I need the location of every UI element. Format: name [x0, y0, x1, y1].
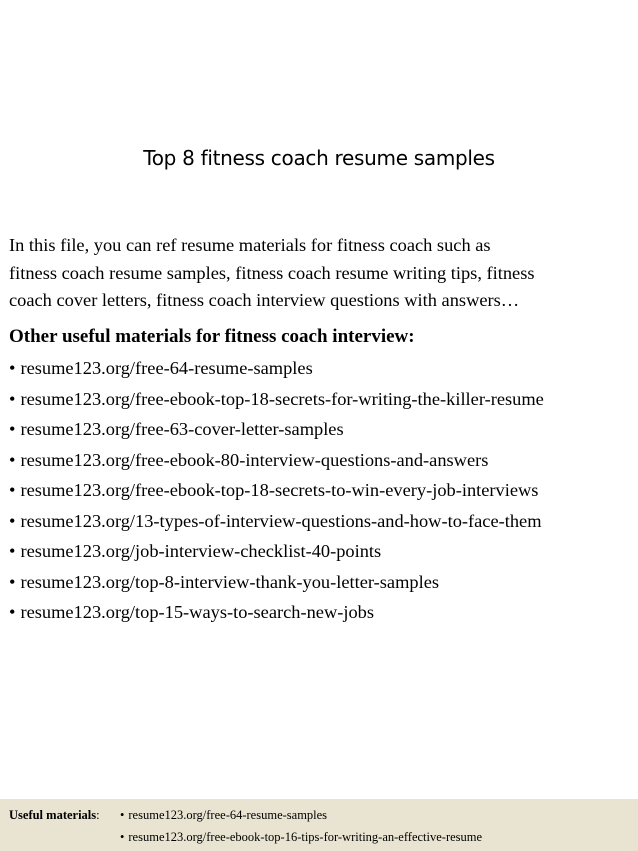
materials-link[interactable]: • resume123.org/free-ebook-top-18-secrets-for-writing-the-killer-resume	[9, 386, 544, 417]
materials-link[interactable]: • resume123.org/13-types-of-interview-questions-and-how-to-face-them	[9, 508, 544, 539]
footer-label	[9, 805, 100, 825]
materials-link[interactable]: • resume123.org/free-ebook-80-interview-questions-and-answers	[9, 447, 544, 478]
footer-link-list	[120, 805, 482, 849]
materials-link[interactable]: • resume123.org/top-8-interview-thank-you-letter-samples	[9, 569, 544, 600]
materials-link[interactable]: • resume123.org/job-interview-checklist-40-points	[9, 538, 544, 569]
footer-link[interactable]: • resume123.org/free-ebook-top-16-tips-for-writing-an-effective-resume	[120, 827, 482, 849]
footer-bar	[0, 799, 638, 851]
intro-line: In this file, you can ref resume materials for fitness coach such as	[9, 235, 491, 255]
intro-line: fitness coach resume samples, fitness coach resume writing tips, fitness	[9, 262, 535, 283]
materials-link[interactable]: • resume123.org/free-ebook-top-18-secrets-to-win-every-job-interviews	[9, 477, 544, 508]
materials-link[interactable]: • resume123.org/free-64-resume-samples	[9, 355, 544, 386]
footer-label-separator: :	[96, 808, 100, 822]
intro-paragraph	[9, 232, 634, 315]
materials-link-list	[9, 355, 544, 630]
intro-line: coach cover letters, fitness coach interview questions with answers…	[9, 290, 520, 310]
footer-label-text: Useful materials	[9, 808, 97, 822]
footer-link[interactable]: • resume123.org/free-64-resume-samples	[120, 805, 482, 827]
page-title: Top 8 fitness coach resume samples	[143, 146, 495, 170]
materials-link[interactable]: • resume123.org/free-63-cover-letter-samples	[9, 416, 544, 447]
materials-link[interactable]: • resume123.org/top-15-ways-to-search-new-jobs	[9, 599, 544, 630]
materials-heading: Other useful materials for fitness coach interview:	[9, 326, 415, 347]
